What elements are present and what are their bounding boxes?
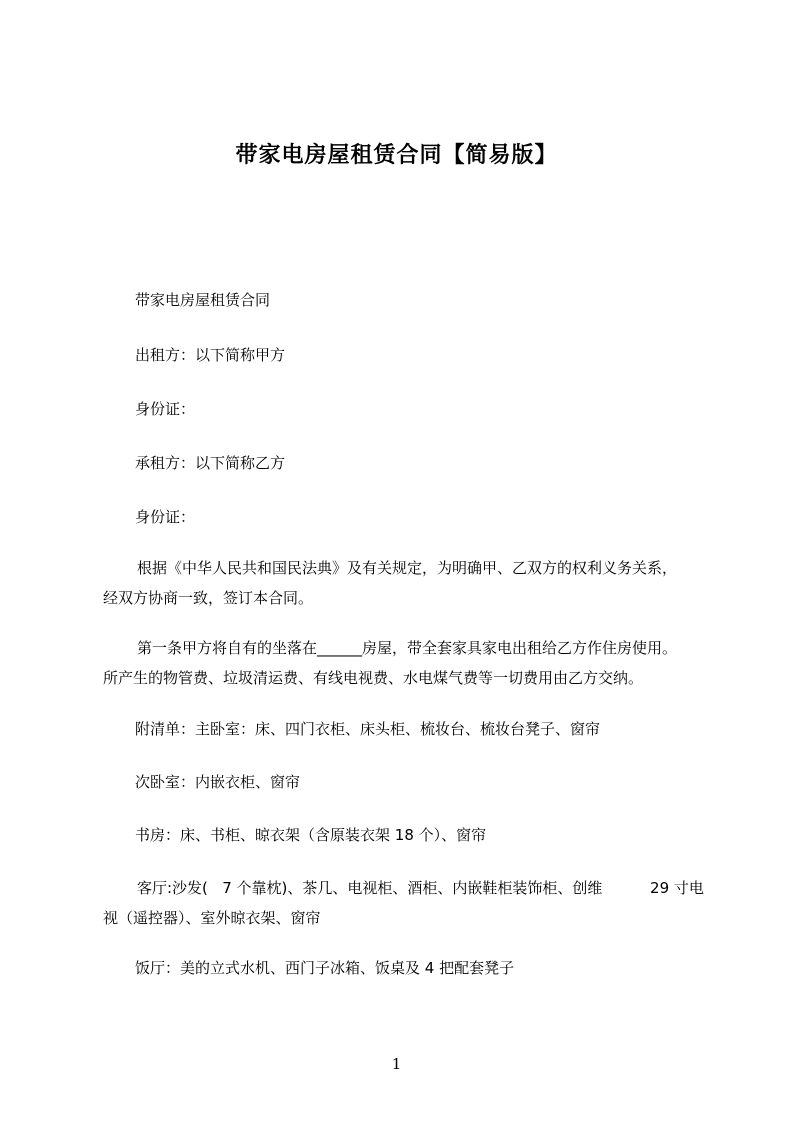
document-title: 带家电房屋租赁合同【简易版】 bbox=[235, 143, 558, 168]
paragraph-article-1 bbox=[103, 633, 703, 693]
paragraph-inventory-dining-room bbox=[103, 953, 703, 983]
paragraph-line: 所产生的物管费、垃圾清运费、有线电视费、水电煤气费等一切费用由乙方交纳。 bbox=[103, 669, 644, 687]
paragraph-inventory-living-room bbox=[103, 873, 703, 933]
paragraph-line: 附清单：主卧室：床、四门衣柜、床头柜、梳妆台、梳妆台凳子、窗帘 bbox=[135, 720, 601, 738]
paragraph-lessee-id bbox=[103, 502, 703, 532]
paragraph-line: 承租方：以下简称乙方 bbox=[135, 454, 286, 472]
paragraph-inventory-master-bedroom bbox=[103, 714, 703, 744]
paragraph-line: 身份证： bbox=[135, 508, 196, 526]
paragraph-line: 客厅:沙发( 7 个靠枕)、茶几、电视柜、酒柜、内嵌鞋柜装饰柜、创维 29 寸电 bbox=[137, 879, 704, 897]
paragraph-line: 饭厅：美的立式水机、西门子冰箱、饭桌及 4 把配套凳子 bbox=[135, 959, 515, 977]
paragraph-lessor bbox=[103, 340, 703, 370]
paragraph-lessee bbox=[103, 448, 703, 478]
paragraph-line: 根据《中华人民共和国民法典》及有关规定，为明确甲、乙双方的权利义务关系， bbox=[137, 559, 678, 577]
paragraph-inventory-study bbox=[103, 820, 703, 850]
paragraph-line: 视（遥控器）、室外晾衣架、窗帘 bbox=[103, 909, 321, 927]
paragraph-line: 第一条甲方将自有的坐落在______房屋，带全套家具家电出租给乙方作住房使用。 bbox=[137, 639, 678, 657]
paragraph-inventory-second-bedroom bbox=[103, 767, 703, 797]
paragraph-preamble bbox=[103, 553, 703, 613]
page-number: 1 bbox=[391, 1055, 402, 1073]
paragraph-line: 次卧室：内嵌衣柜、窗帘 bbox=[135, 773, 301, 791]
paragraph-contract-name bbox=[103, 285, 703, 315]
paragraph-line: 经双方协商一致，签订本合同。 bbox=[103, 589, 314, 607]
paragraph-line: 身份证： bbox=[135, 400, 196, 418]
paragraph-line: 出租方：以下简称甲方 bbox=[135, 346, 286, 364]
paragraph-lessor-id bbox=[103, 394, 703, 424]
paragraph-line: 书房：床、书柜、晾衣架（含原装衣架 18 个）、窗帘 bbox=[135, 826, 487, 844]
paragraph-line: 带家电房屋租赁合同 bbox=[135, 291, 271, 309]
